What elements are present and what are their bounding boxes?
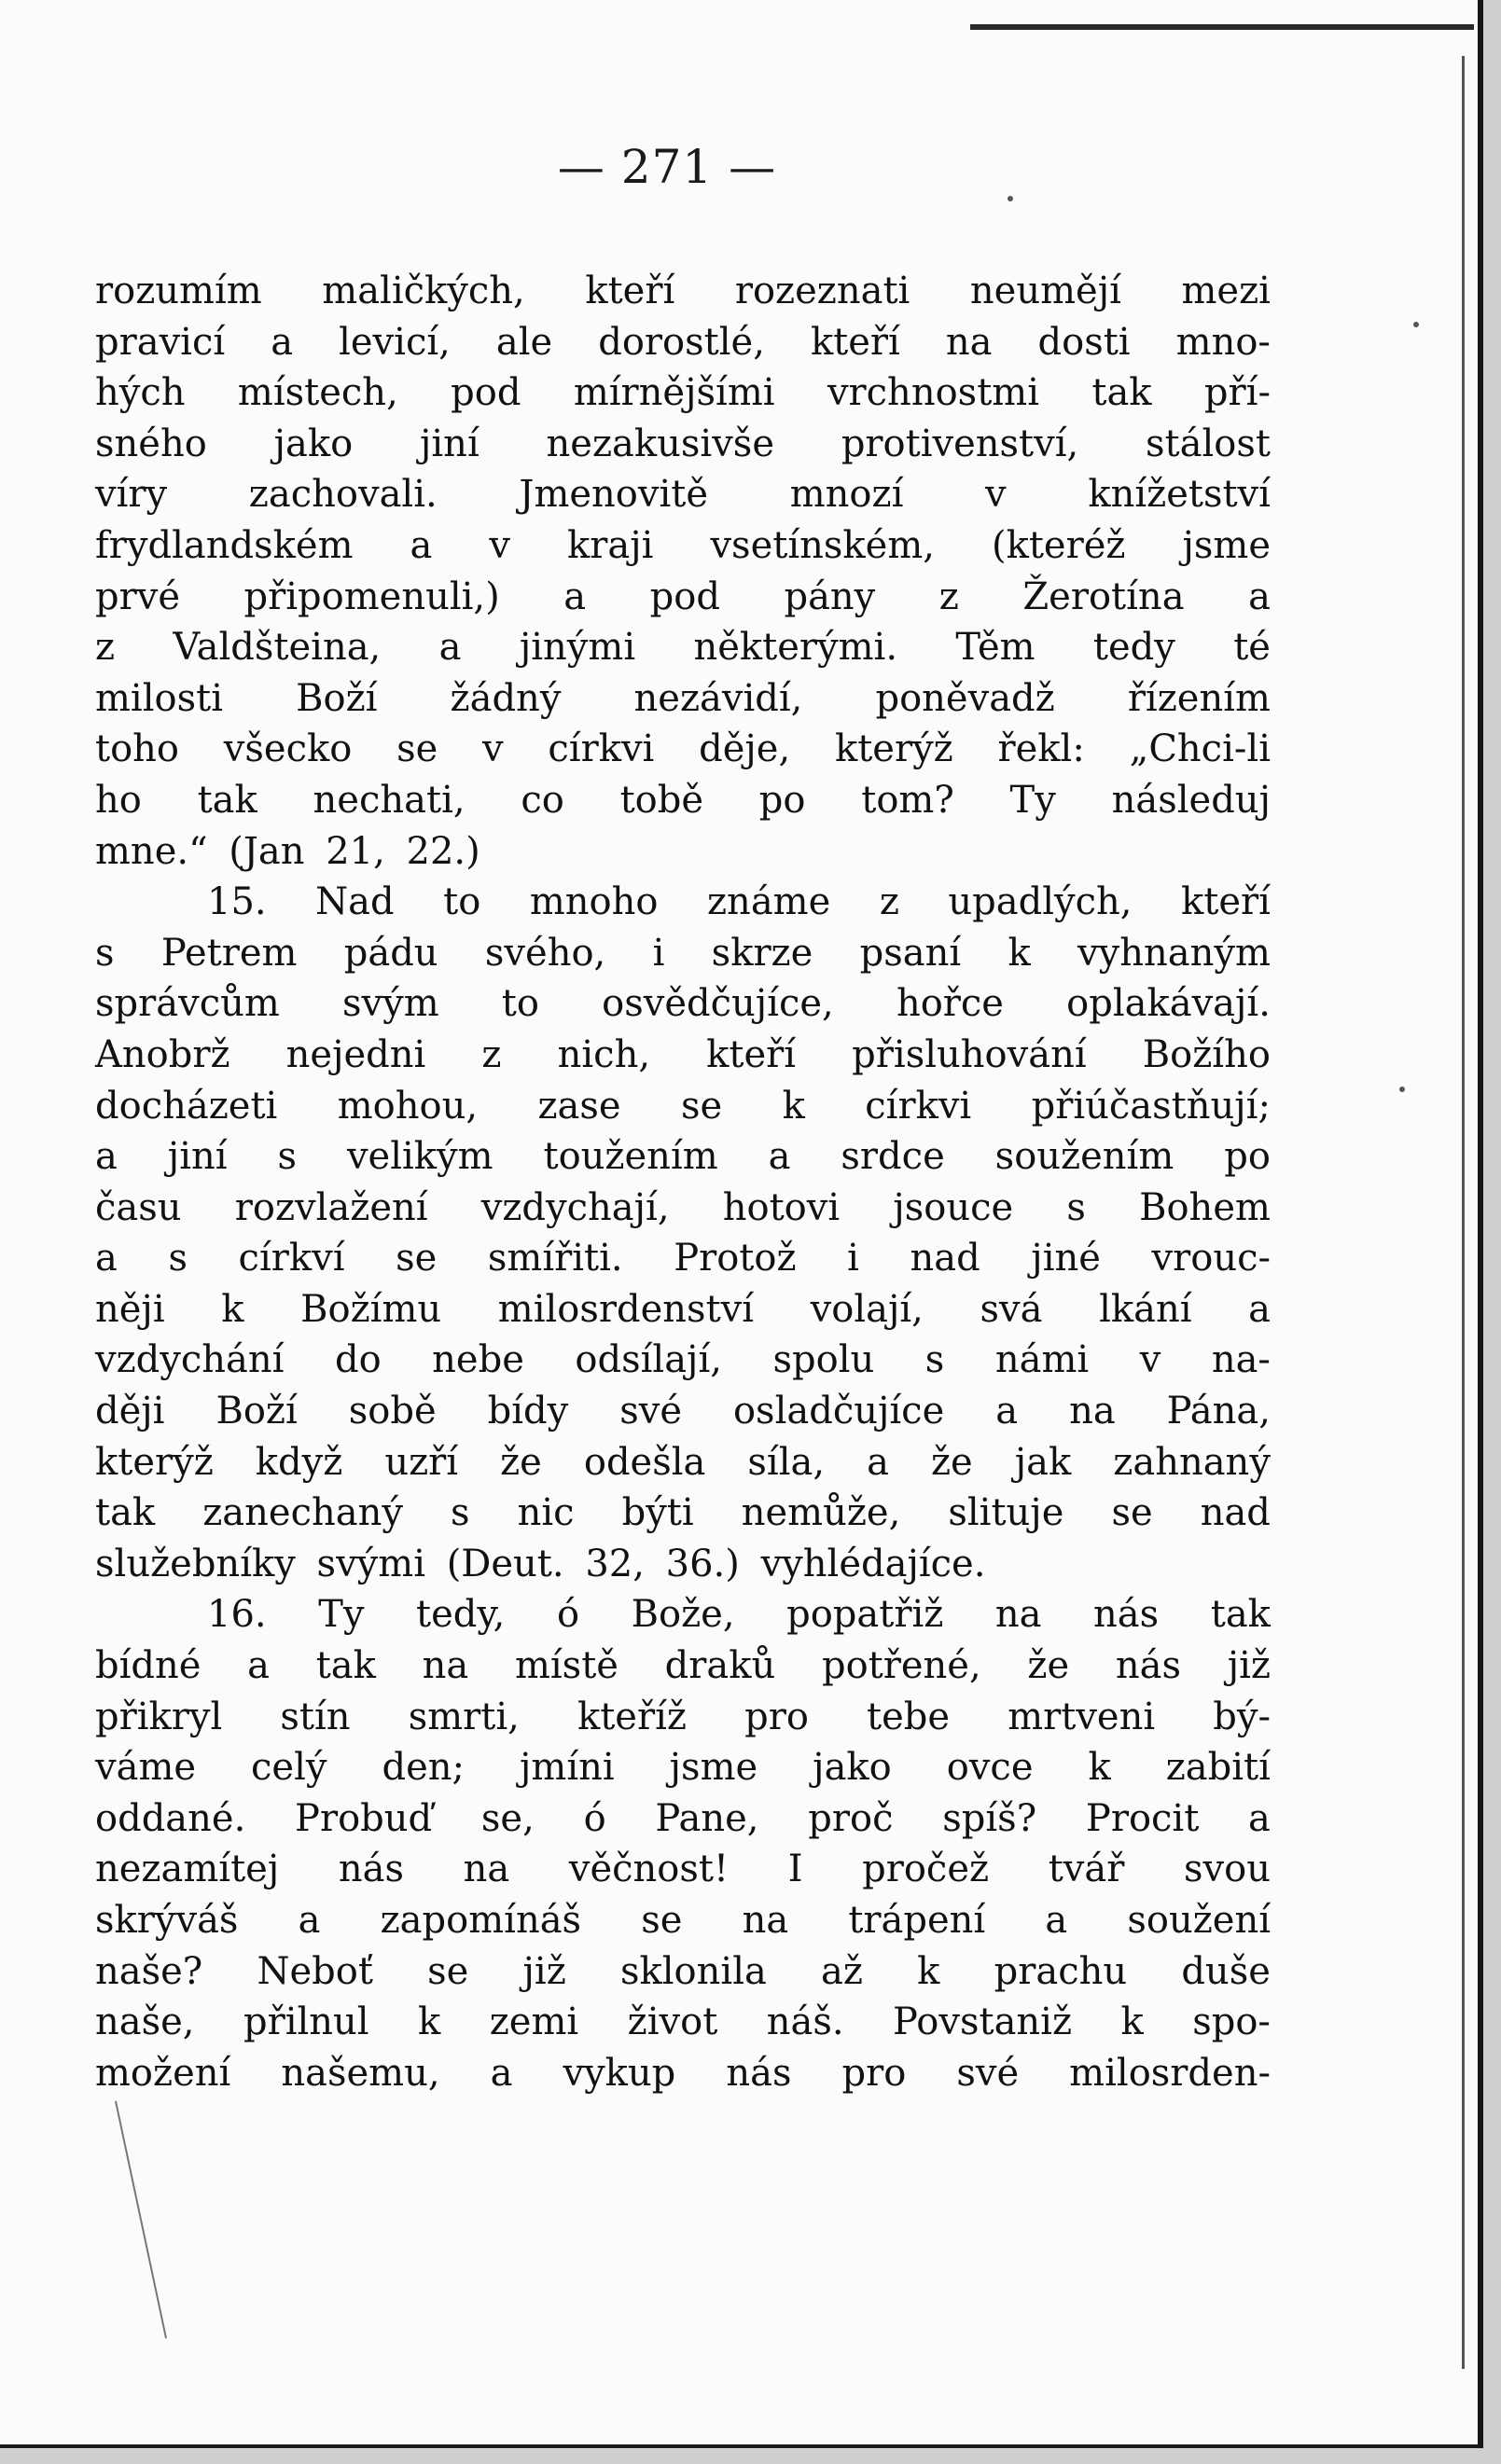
text-line: mne.“ (Jan 21, 22.)	[95, 829, 480, 873]
text-line: bídné a tak na místě draků potřené, že nás již	[95, 1644, 1271, 1688]
text-line: správcům svým to osvědčujíce, hořce oplakávají.	[95, 982, 1271, 1026]
text-line: kterýž když uzří že odešla síla, a že jak zahnaný	[95, 1440, 1271, 1484]
text-line: sného jako jiní nezakusivše protivenství, stálost	[95, 422, 1271, 465]
text-line: Anobrž nejedni z nich, kteří přisluhování Božího	[95, 1032, 1271, 1076]
text-line: služebníky svými (Deut. 32, 36.) vyhlédajíce.	[95, 1542, 986, 1585]
ink-blot	[1008, 196, 1013, 201]
text-line: vzdychání do nebe odsílají, spolu s námi v na-	[95, 1338, 1271, 1382]
ink-blot	[1399, 1087, 1405, 1092]
text-line: času rozvlažení vzdychají, hotovi jsouce s Bohem	[95, 1185, 1271, 1229]
scan-edge-right	[1462, 56, 1465, 2369]
text-line: 15. Nad to mnoho známe z upadlých, kteří	[207, 880, 1271, 924]
text-line: ho tak nechati, co tobě po tom? Ty následuj	[95, 778, 1271, 822]
text-line: naše? Neboť se již sklonila až k prachu duše	[95, 1949, 1271, 1993]
text-line: víry zachovali. Jmenovitě mnozí v knížetství	[95, 473, 1271, 517]
text-line: milosti Boží žádný nezávidí, poněvadž řízením	[95, 676, 1271, 720]
margin-stroke	[115, 2101, 167, 2339]
text-line: z Valdšteina, a jinými některými. Těm tedy té	[95, 626, 1271, 670]
scan-edge-top	[970, 24, 1474, 30]
text-line: s Petrem pádu svého, i skrze psaní k vyhnaným	[95, 931, 1271, 975]
text-line: 16. Ty tedy, ó Bože, popatřiž na nás tak	[207, 1593, 1271, 1637]
text-line: hých místech, pod mírnějšími vrchnostmi tak pří-	[95, 371, 1271, 415]
ink-blot	[1413, 322, 1419, 327]
text-line: pravicí a levicí, ale dorostlé, kteří na dosti mno-	[95, 320, 1271, 364]
text-line: přikryl stín smrti, kteříž pro tebe mrtveni bý-	[95, 1695, 1271, 1738]
text-line: prvé připomenuli,) a pod pány z Žerotína a	[95, 574, 1271, 618]
text-line: a s církví se smířiti. Protož i nad jiné vrouc-	[95, 1237, 1271, 1280]
text-line: rozumím maličkých, kteří rozeznati neumějí mezi	[95, 270, 1271, 312]
text-line: ději Boží sobě bídy své osladčujíce a na Pána,	[95, 1390, 1271, 1433]
text-line: a jiní s velikým toužením a srdce soužením po	[95, 1135, 1271, 1179]
text-line: skrýváš a zapomínáš se na trápení a soužení	[95, 1899, 1271, 1942]
text-line: oddané. Probuď se, ó Pane, proč spíš? Procit a	[95, 1796, 1271, 1840]
text-line: naše, přilnul k zemi život náš. Povstaniž k spo-	[95, 2000, 1271, 2044]
text-line: váme celý den; jmíni jsme jako ovce k zabití	[95, 1746, 1271, 1790]
text-line: možení našemu, a vykup nás pro své milosrden-	[95, 2051, 1271, 2095]
text-line: toho všecko se v církvi děje, kterýž řekl: „Chci-li	[95, 727, 1271, 771]
page-number: — 271 —	[557, 140, 777, 194]
text-line: frydlandském a v kraji vsetínském, (kteréž jsme	[95, 523, 1271, 567]
body-text	[95, 266, 1271, 2098]
text-line: něji k Božímu milosrdenství volají, svá lkání a	[95, 1287, 1271, 1331]
text-line: docházeti mohou, zase se k církvi přiúčastňují;	[95, 1084, 1271, 1128]
text-line: nezamítej nás na věčnost! I pročež tvář svou	[95, 1848, 1271, 1891]
text-line: tak zanechaný s nic býti nemůže, slituje se nad	[95, 1491, 1271, 1535]
